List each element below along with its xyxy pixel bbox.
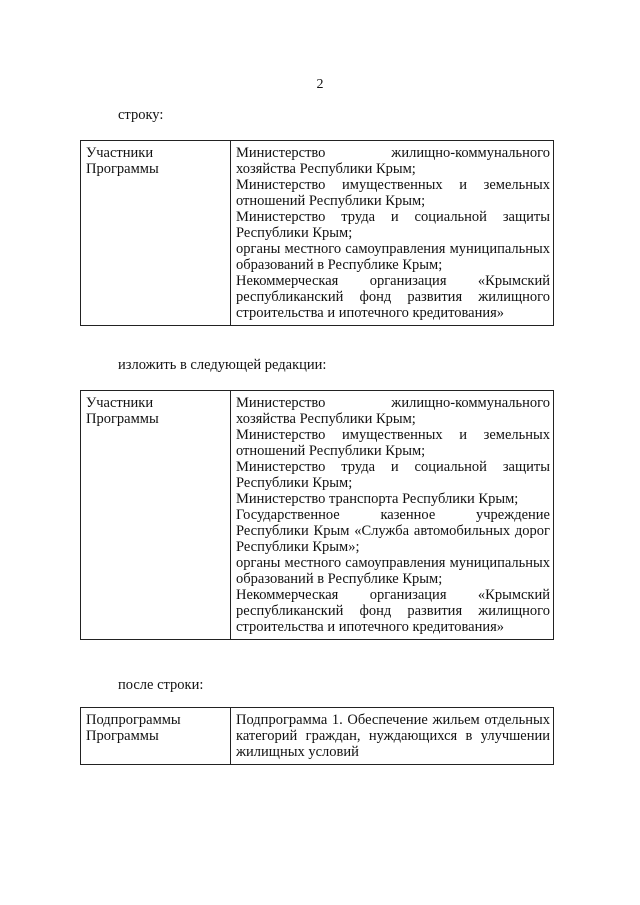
table-row: [81, 391, 554, 640]
entry-line: Министерство жилищно-коммунального: [236, 395, 550, 411]
entry-line: образований в Республике Крым;: [236, 571, 443, 587]
label-line: Участники: [86, 395, 154, 411]
entry: [236, 241, 550, 273]
entry-line: Государственное казенное учреждение: [236, 507, 550, 523]
label-cell: [81, 141, 231, 326]
entry: [236, 145, 550, 177]
label-line: Участники: [86, 145, 154, 161]
entry-line: Министерство транспорта Республики Крым;: [236, 491, 519, 507]
entry-line: республиканский фонд развития жилищного: [236, 603, 550, 619]
participants-table-old: [80, 140, 554, 326]
entry-line: Республики Крым;: [236, 475, 353, 491]
entry-line: отношений Республики Крым;: [236, 443, 426, 459]
participants-table-new: [80, 390, 554, 640]
entry-line: Некоммерческая организация «Крымский: [236, 273, 550, 289]
entry-line: Республики Крым»;: [236, 539, 360, 555]
table-row: [81, 141, 554, 326]
entry-line: категорий граждан, нуждающихся в улучшении: [236, 728, 550, 744]
entry: [236, 427, 550, 459]
page-number: 2: [316, 77, 324, 92]
paragraph-line-2: изложить в следующей редакции:: [118, 357, 327, 373]
entry-line: хозяйства Республики Крым;: [236, 411, 416, 427]
entry: [236, 209, 550, 241]
entry-line: Министерство труда и социальной защиты: [236, 459, 550, 475]
content-cell: [231, 708, 554, 765]
content-cell: [231, 391, 554, 640]
entry-line: Республики Крым;: [236, 225, 353, 241]
entry-line: образований в Республике Крым;: [236, 257, 443, 273]
entry-line: органы местного самоуправления муниципальных: [236, 555, 550, 571]
entry: [236, 273, 550, 321]
entry-line: Некоммерческая организация «Крымский: [236, 587, 550, 603]
entry: [236, 587, 550, 635]
entry-line: республиканский фонд развития жилищного: [236, 289, 550, 305]
entry-line: органы местного самоуправления муниципальных: [236, 241, 550, 257]
entry-line: хозяйства Республики Крым;: [236, 161, 416, 177]
table-row: [81, 708, 554, 765]
paragraph-line-3: после строки:: [118, 677, 204, 693]
entry: [236, 459, 550, 491]
entry: [236, 507, 550, 555]
entry-line: Подпрограмма 1. Обеспечение жильем отдельных: [236, 712, 550, 728]
label-line: Программы: [86, 728, 159, 744]
entry: [236, 555, 550, 587]
paragraph-line-1: строку:: [118, 107, 164, 123]
entry-line: жилищных условий: [236, 744, 359, 760]
label-line: Подпрограммы: [86, 712, 181, 728]
entry-line: строительства и ипотечного кредитования»: [236, 619, 505, 635]
entry: [236, 177, 550, 209]
content-cell: [231, 141, 554, 326]
entry-line: Министерство имущественных и земельных: [236, 177, 550, 193]
entry: [236, 395, 550, 427]
label-line: Программы: [86, 161, 159, 177]
entry: [236, 491, 550, 507]
label-cell: [81, 708, 231, 765]
label-cell: [81, 391, 231, 640]
entry-line: Республики Крым «Служба автомобильных дорог: [236, 523, 550, 539]
entry-line: строительства и ипотечного кредитования»: [236, 305, 505, 321]
subprograms-table: [80, 707, 554, 765]
entry-line: Министерство труда и социальной защиты: [236, 209, 550, 225]
entry: [236, 712, 550, 760]
entry-line: отношений Республики Крым;: [236, 193, 426, 209]
label-line: Программы: [86, 411, 159, 427]
entry-line: Министерство жилищно-коммунального: [236, 145, 550, 161]
entry-line: Министерство имущественных и земельных: [236, 427, 550, 443]
